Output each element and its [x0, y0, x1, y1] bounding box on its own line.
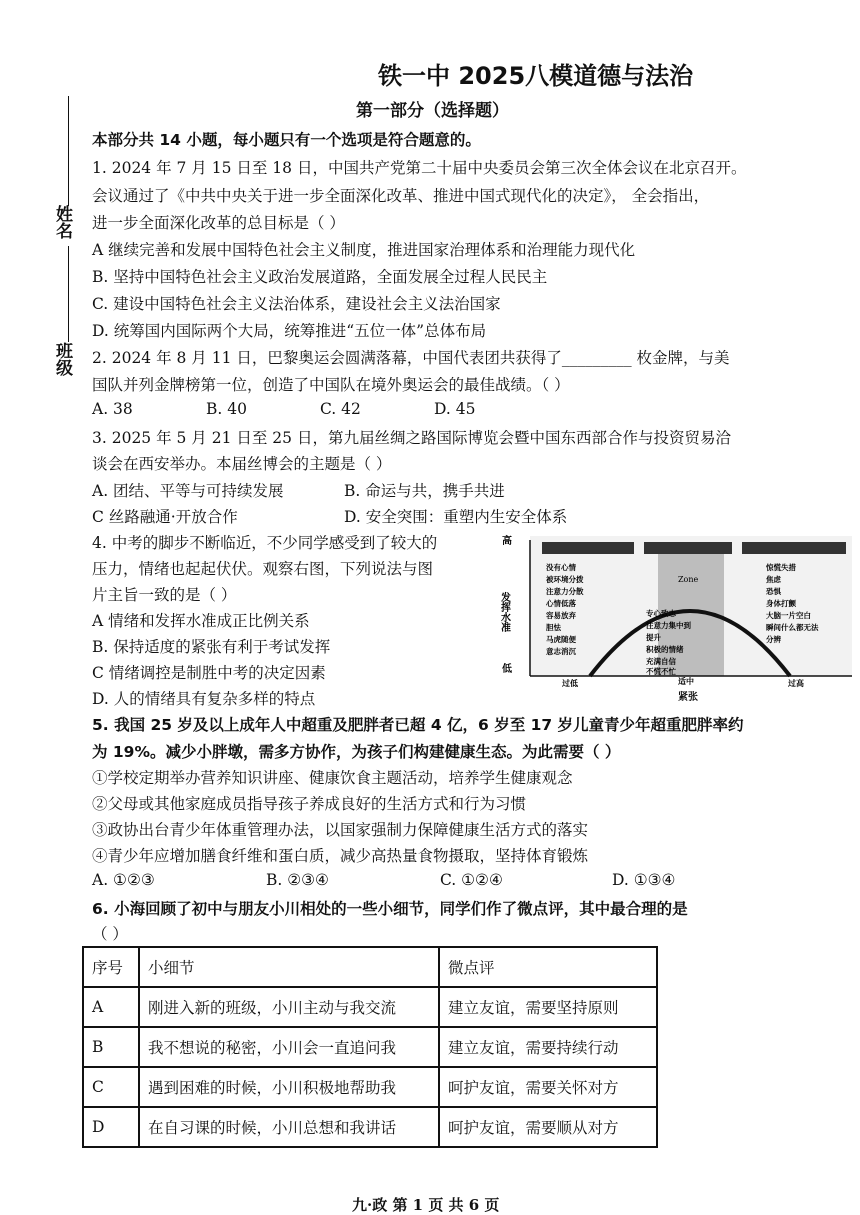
q4-option-b: B. 保持适度的紧张有利于考试发挥 [92, 638, 331, 656]
right-list-item: 惊慌失措 [766, 563, 796, 572]
q4-line-3: 片主旨一致的是（ ） [92, 586, 237, 604]
left-list-item: 胆怯 [546, 623, 561, 632]
zone-label: Zone [678, 575, 699, 584]
left-list-item: 心情低落 [546, 599, 576, 608]
table-cell: 建立友谊，需要持续行动 [439, 1027, 657, 1067]
x-label-mid: 适中 [678, 676, 694, 686]
q3-option-c: C 丝路融通·开放合作 [92, 508, 238, 526]
mid-list-item: 专心致志 [646, 609, 676, 618]
q2-option-c: C. 42 [320, 400, 361, 418]
left-list-item: 没有心情 [546, 563, 576, 572]
table-header-row [83, 947, 657, 987]
q5-item-2: ②父母或其他家庭成员指导孩子养成良好的生活方式和行为习惯 [92, 795, 527, 813]
q4-option-d: D. 人的情绪具有复杂多样的特点 [92, 690, 316, 708]
q2-option-a: A. 38 [92, 400, 133, 418]
table-cell: 我不想说的秘密，小川会一直追问我 [139, 1027, 439, 1067]
table-cell: A [83, 987, 139, 1027]
left-list-item: 马虎随便 [546, 635, 576, 644]
mid-list-item: 不慌不忙 [646, 667, 676, 676]
table-cell: 建立友谊，需要坚持原则 [439, 987, 657, 1027]
q4-option-c: C 情绪调控是制胜中考的决定因素 [92, 664, 326, 682]
left-list-item: 容易放弃 [546, 611, 576, 620]
q4-line-2: 压力，情绪也起起伏伏。观察右图，下列说法与图 [92, 560, 434, 578]
figure-x-axis-label: 紧张 [678, 692, 698, 703]
mid-list-item: 注意力集中到 [646, 621, 691, 630]
table-row [83, 1067, 657, 1107]
q6-line-1: 6. 小海回顾了初中与朋友小川相处的一些小细节，同学们作了微点评，其中最合理的是 [92, 900, 688, 918]
y-axis-label: 发挥水准 [498, 592, 510, 632]
q5-option-c: C. ①②④ [440, 871, 503, 889]
q5-item-4: ④青少年应增加膳食纤维和蛋白质，减少高热量食物摄取，坚持体育锻炼 [92, 847, 589, 865]
page-title: 铁一中 2025八模道德与法治 [378, 62, 694, 90]
mid-list-item: 充满自信 [646, 657, 676, 666]
q3-option-b: B. 命运与共，携手共进 [344, 482, 505, 500]
mid-list-item: 提升 [646, 633, 661, 642]
q5-option-d: D. ①③④ [612, 871, 676, 889]
table-cell: D [83, 1107, 139, 1147]
q3-line-2: 谈会在西安举办。本届丝博会的主题是（ ） [92, 455, 392, 473]
table-cell: 在自习课的时候，小川总想和我讲话 [139, 1107, 439, 1147]
name-blank-line [68, 96, 69, 206]
right-list-item: 瞬间什么都无法 [766, 623, 819, 632]
class-label: 班级 [52, 342, 72, 376]
q5-option-b: B. ②③④ [266, 871, 329, 889]
table-cell: 刚进入新的班级，小川主动与我交流 [139, 987, 439, 1027]
q5-line-2: 为 19%。减少小胖墩，需多方协作，为孩子们构建健康生态。为此需要（ ） [92, 743, 621, 761]
q5-item-3: ③政协出台青少年体重管理办法，以国家强制力保障健康生活方式的落实 [92, 821, 589, 839]
q5-item-1: ①学校定期举办营养知识讲座、健康饮食主题活动，培养学生健康观念 [92, 769, 573, 787]
q1-line-1: 1. 2024 年 7 月 15 日至 18 日，中国共产党第二十届中央委员会第三次全体会议在北京召开。 [92, 159, 747, 177]
right-list-item: 恐惧 [766, 587, 781, 596]
table-header-cell: 小细节 [139, 947, 439, 987]
left-list-item: 意志消沉 [546, 647, 576, 656]
q2-line-2: 国队并列金牌榜第一位，创造了中国队在境外奥运会的最佳战绩。（ ） [92, 376, 570, 394]
x-label-low: 过低 [562, 678, 578, 688]
q1-option-c: C. 建设中国特色社会主义法治体系，建设社会主义法治国家 [92, 295, 501, 313]
table-row [83, 987, 657, 1027]
y-high-label: 高 [502, 536, 512, 547]
table-cell: C [83, 1067, 139, 1107]
q1-option-d: D. 统筹国内国际两个大局，统筹推进“五位一体”总体布局 [92, 322, 487, 340]
q1-option-b: B. 坚持中国特色社会主义政治发展道路，全面发展全过程人民民主 [92, 268, 548, 286]
q6-table [82, 946, 658, 1148]
middle-header-bar [644, 542, 732, 554]
table-cell: 遇到困难的时候，小川积极地帮助我 [139, 1067, 439, 1107]
section-instruction: 本部分共 14 小题，每小题只有一个选项是符合题意的。 [92, 131, 481, 149]
table-cell: B [83, 1027, 139, 1067]
section-title: 第一部分（选择题） [356, 101, 509, 121]
q2-line-1: 2. 2024 年 8 月 11 日，巴黎奥运会圆满落幕，中国代表团共获得了_________ 枚金牌，与美 [92, 349, 730, 367]
q3-line-1: 3. 2025 年 5 月 21 日至 25 日，第九届丝绸之路国际博览会暨中国东西部合作与投资贸易洽 [92, 429, 731, 447]
q3-option-a: A. 团结、平等与可持续发展 [92, 482, 284, 500]
table-row [83, 1107, 657, 1147]
q2-option-b: B. 40 [206, 400, 247, 418]
right-list-item: 身体打颤 [766, 599, 796, 608]
q5-line-1: 5. 我国 25 岁及以上成年人中超重及肥胖者已超 4 亿，6 岁至 17 岁儿童青少年超重肥胖率约 [92, 716, 744, 734]
right-list-item: 分辨 [766, 635, 781, 644]
right-header-bar [742, 542, 846, 554]
x-label-high: 过高 [788, 678, 804, 688]
table-header-cell: 微点评 [439, 947, 657, 987]
table-cell: 呵护友谊，需要顺从对方 [439, 1107, 657, 1147]
emotion-performance-figure [494, 532, 856, 688]
y-low-label: 低 [502, 664, 512, 675]
q2-option-d: D. 45 [434, 400, 476, 418]
q1-option-a: A 继续完善和发展中国特色社会主义制度，推进国家治理体系和治理能力现代化 [92, 241, 636, 259]
q1-line-3: 进一步全面深化改革的总目标是（ ） [92, 214, 345, 232]
class-blank-line [68, 246, 69, 342]
table-cell: 呵护友谊，需要关怀对方 [439, 1067, 657, 1107]
q3-option-d: D. 安全突围：重塑内生安全体系 [344, 508, 568, 526]
table-row [83, 1027, 657, 1067]
q5-option-a: A. ①②③ [92, 871, 155, 889]
page-footer: 九·政 第 1 页 共 6 页 [352, 1196, 500, 1214]
q1-line-2: 会议通过了《中共中央关于进一步全面深化改革、推进中国式现代化的决定》， 全会指出， [92, 187, 710, 205]
mid-list-item: 积极的情绪 [646, 645, 684, 654]
right-list-item: 焦虑 [766, 575, 781, 584]
left-list-item: 注意力分散 [546, 587, 584, 596]
name-label: 姓名 [52, 205, 72, 239]
right-list-item: 大脑一片空白 [766, 611, 811, 620]
left-header-bar [542, 542, 634, 554]
q6-line-2: （ ） [92, 925, 128, 943]
table-header-cell: 序号 [83, 947, 139, 987]
q4-option-a: A 情绪和发挥水准成正比例关系 [92, 612, 310, 630]
left-list-item: 被环境分拨 [546, 575, 584, 584]
q4-line-1: 4. 中考的脚步不断临近，不少同学感受到了较大的 [92, 534, 438, 552]
